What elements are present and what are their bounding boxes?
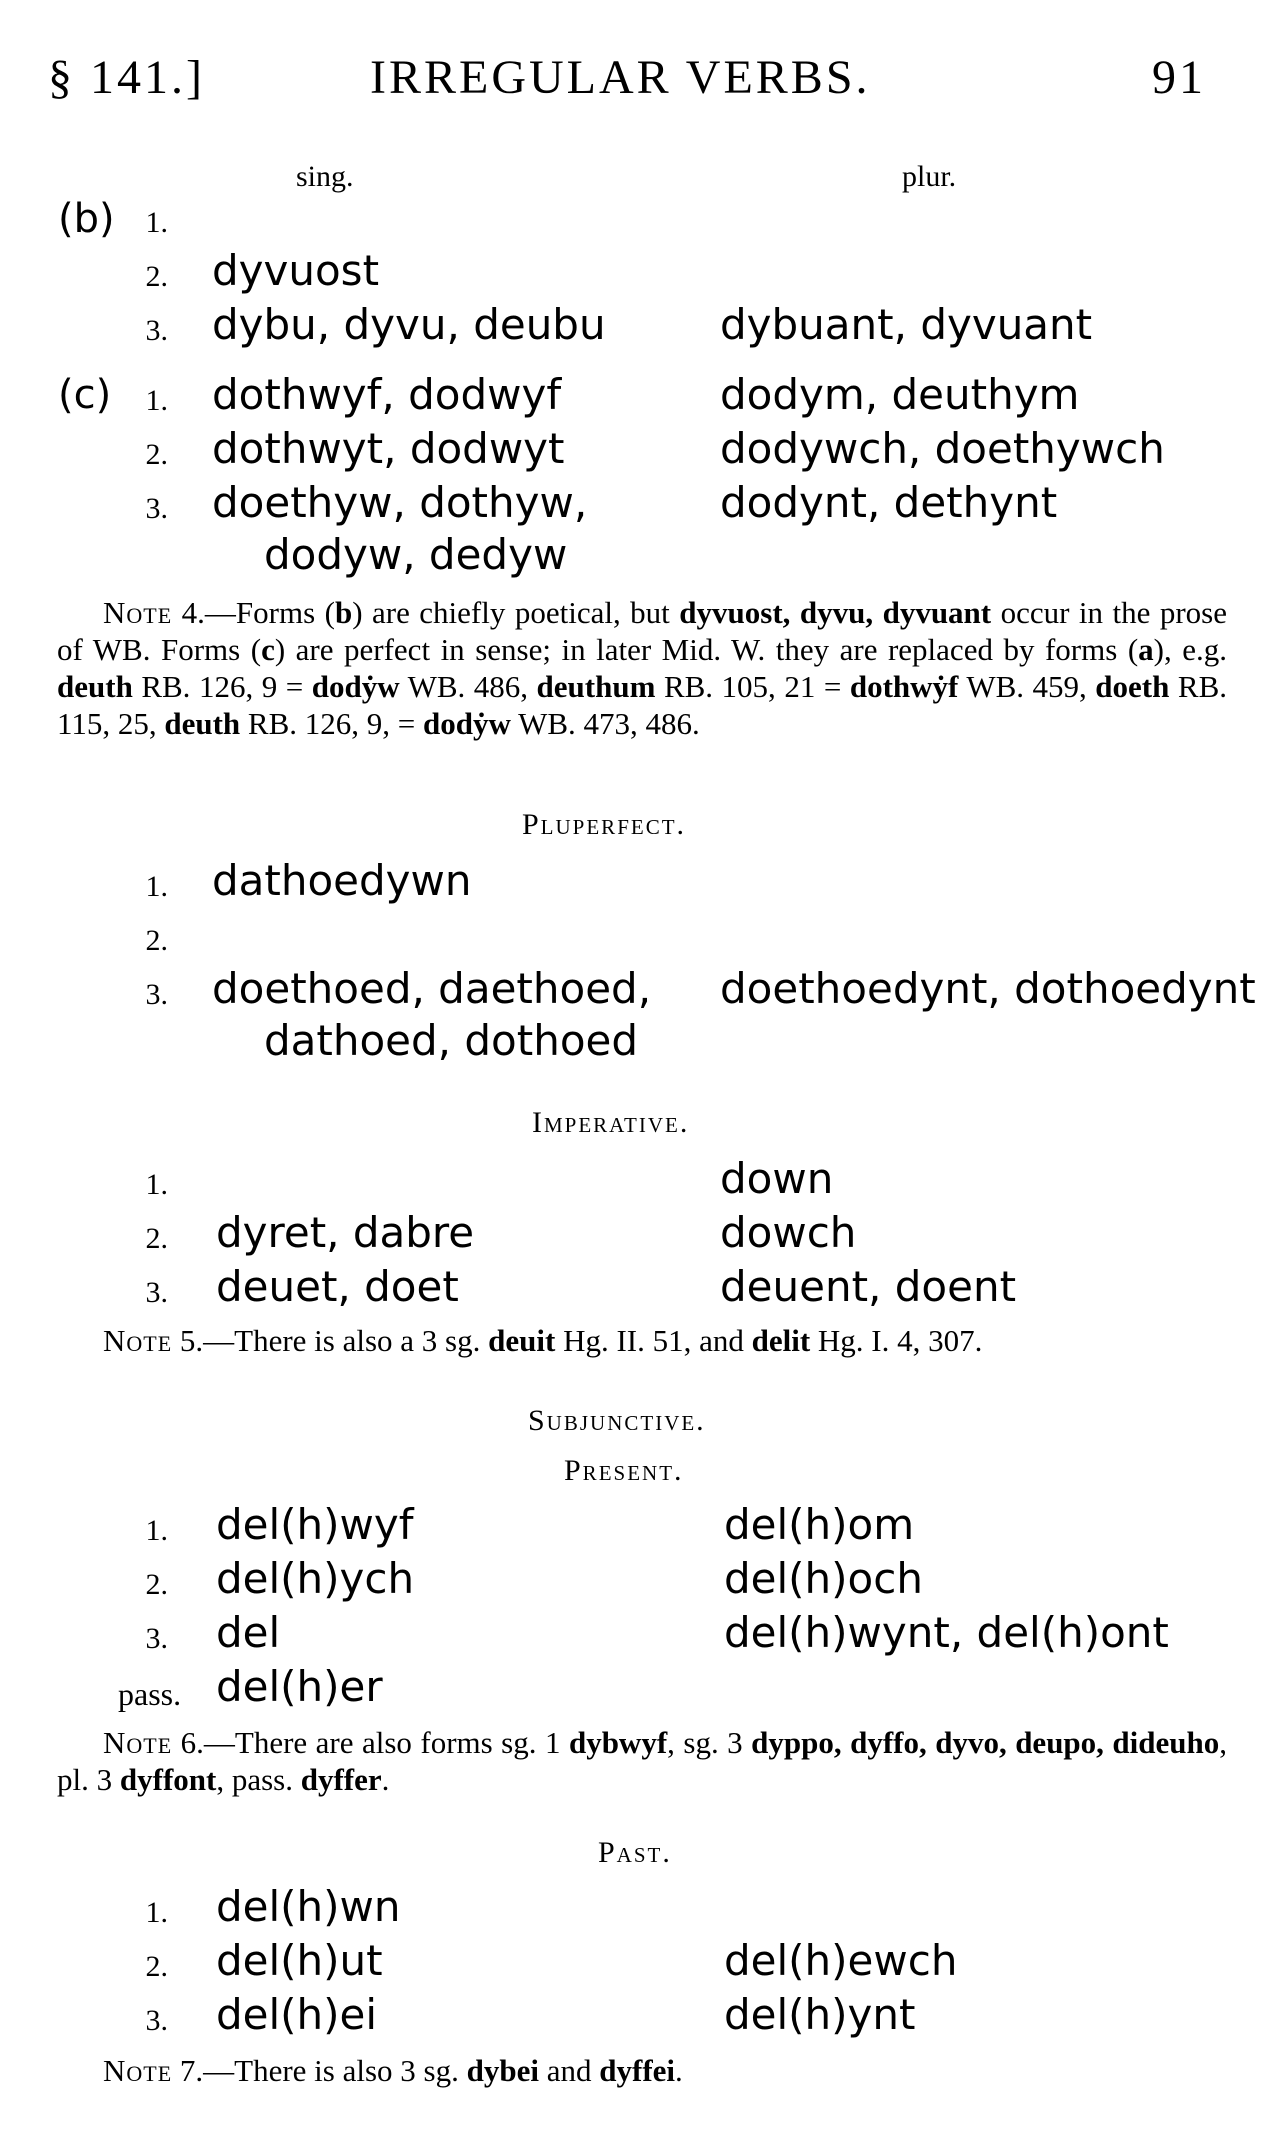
- verb-form-plur: deuent, doent: [720, 1262, 1017, 1311]
- page-number: 91: [1152, 51, 1206, 104]
- verb-form-passive: del(h)er: [216, 1662, 383, 1711]
- verb-form-plur: del(h)wynt, del(h)ont: [724, 1608, 1169, 1657]
- paradigm-number: 2.: [145, 1222, 168, 1255]
- paradigm-number: 2.: [145, 260, 168, 293]
- paradigm-number: 1.: [145, 1168, 168, 1201]
- verb-form-plur: dodym, deuthym: [720, 370, 1080, 419]
- note-6: Note 6.—There are also forms sg. 1 dybwyf, sg. 3 dyppo, dyffo, dyvo, deupo, dideuho, pl. 3 dyffont, pass. dyffer.: [57, 1725, 1227, 1797]
- paradigm-number: 1.: [145, 870, 168, 903]
- verb-form-sing: dyvuost: [212, 246, 380, 295]
- paradigm-number: 3.: [145, 1276, 168, 1309]
- verb-form-sing: dathoedywn: [212, 856, 472, 905]
- paradigm-number: 2.: [145, 1568, 168, 1601]
- present-heading: Present.: [564, 1454, 684, 1487]
- subjunctive-heading: Subjunctive.: [528, 1404, 706, 1437]
- note-4: Note 4.—Forms (b) are chiefly poetical, but dyvuost, dyvu, dyvuant occur in the prose of WB. Forms (c) are perfect in sense; in later Mid. W. they are replaced by forms (a), e.g. deuth RB. 126, 9 = dodẏw WB. 486, deuthum RB. 105, 21 = dothwẏf WB. 459, doeth RB. 115, 25, deuth RB. 126, 9, = dodẏw WB. 473, 486.: [57, 595, 1228, 741]
- section-marker: § 141.]: [48, 51, 205, 104]
- verb-form-sing-continued: dathoed, dothoed: [264, 1016, 639, 1065]
- verb-form-plur: dodywch, doethywch: [720, 424, 1165, 473]
- verb-form-sing: dothwyf, dodwyf: [212, 370, 562, 419]
- verb-form-sing: del(h)wyf: [216, 1500, 414, 1549]
- note-7: Note 7.—There is also 3 sg. dybei and dyffei.: [103, 2053, 683, 2088]
- paradigm-number: 1.: [145, 384, 168, 417]
- note-label: Note: [103, 2053, 173, 2088]
- note-label: Note: [103, 595, 173, 630]
- verb-form-sing: del: [216, 1608, 281, 1657]
- verb-form-sing-continued: dodyw, dedyw: [264, 530, 568, 579]
- paradigm-number: 1.: [145, 206, 168, 239]
- paradigm-number: 1.: [145, 1514, 168, 1547]
- note-label: Note: [103, 1725, 173, 1760]
- past-heading: Past.: [598, 1836, 672, 1869]
- paradigm-number: 1.: [145, 1896, 168, 1929]
- verb-form-sing: dyret, dabre: [216, 1208, 475, 1257]
- paradigm-number: 3.: [145, 978, 168, 1011]
- page-title: IRREGULAR VERBS.: [370, 51, 871, 104]
- part-b-label: (b): [58, 196, 115, 242]
- verb-form-sing: dothwyt, dodwyt: [212, 424, 565, 473]
- verb-form-plur: down: [720, 1154, 834, 1203]
- column-heading-plur: plur.: [902, 160, 957, 193]
- part-c-label: (c): [58, 372, 112, 418]
- paradigm-number: 3.: [145, 492, 168, 525]
- paradigm-number: 2.: [145, 438, 168, 471]
- verb-form-plur: del(h)om: [724, 1500, 915, 1549]
- verb-form-sing: del(h)ei: [216, 1990, 378, 2039]
- paradigm-number: 3.: [145, 314, 168, 347]
- pluperfect-heading: Pluperfect.: [522, 808, 687, 841]
- verb-form-sing: del(h)ych: [216, 1554, 415, 1603]
- verb-form-plur: del(h)och: [724, 1554, 923, 1603]
- verb-form-plur: doethoedynt, dothoedynt: [720, 964, 1256, 1013]
- note-5: Note 5.—There is also a 3 sg. deuit Hg. II. 51, and delit Hg. I. 4, 307.: [103, 1323, 983, 1358]
- column-heading-sing: sing.: [296, 160, 354, 193]
- verb-form-plur: del(h)ewch: [724, 1936, 958, 1985]
- verb-form-plur: dowch: [720, 1208, 857, 1257]
- verb-form-sing: del(h)ut: [216, 1936, 383, 1985]
- paradigm-number: 3.: [145, 1622, 168, 1655]
- verb-form-sing: doethoed, daethoed,: [212, 964, 652, 1013]
- paradigm-number: 2.: [145, 924, 168, 957]
- verb-form-plur: del(h)ynt: [724, 1990, 916, 2039]
- verb-form-sing: deuet, doet: [216, 1262, 459, 1311]
- paradigm-number: 3.: [145, 2004, 168, 2037]
- paradigm-number: 2.: [145, 1950, 168, 1983]
- verb-form-sing: dybu, dyvu, deubu: [212, 300, 606, 349]
- verb-form-plur: dodynt, dethynt: [720, 478, 1058, 527]
- note-label: Note: [103, 1323, 173, 1358]
- passive-label: pass.: [118, 1676, 182, 1712]
- verb-form-sing: doethyw, dothyw,: [212, 478, 588, 527]
- verb-form-plur: dybuant, dyvuant: [720, 300, 1093, 349]
- verb-form-sing: del(h)wn: [216, 1882, 401, 1931]
- imperative-heading: Imperative.: [532, 1106, 690, 1139]
